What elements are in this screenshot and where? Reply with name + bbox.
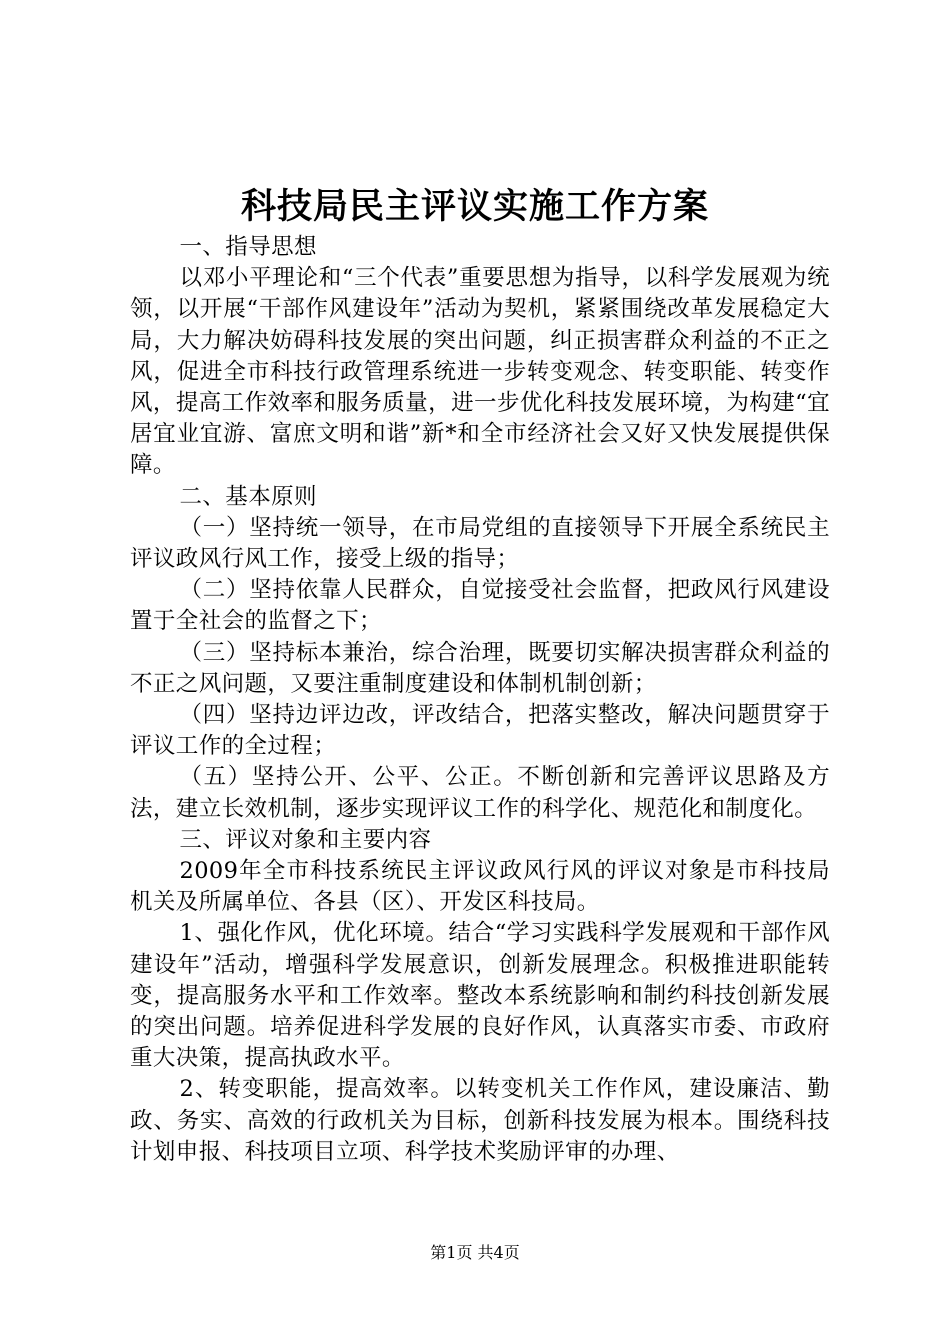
principle-item-5: （五）坚持公开、公平、公正。不断创新和完善评议思路及方法，建立长效机制，逐步实现评议工作的科学化、规范化和制度化。 <box>130 764 830 822</box>
principle-item-1: （一）坚持统一领导，在市局党组的直接领导下开展全系统民主评议政风行风工作，接受上级的指导； <box>130 514 830 573</box>
principle-item-4: （四）坚持边评边改，评改结合，把落实整改，解决问题贯穿于评议工作的全过程； <box>130 702 830 760</box>
section-heading-evaluation-scope: 三、评议对象和主要内容 <box>179 826 432 853</box>
paragraph-guiding-ideology: 以邓小平理论和“三个代表”重要思想为指导，以科学发展观为统领，以开展“干部作风建设年”活动为契机，紧紧围绕改革发展稳定大局，大力解决妨碍科技发展的突出问题，纠正损害群众利益的不正之风，促进全市科技行政管理系统进一步转变观念、转变职能、转变作风，提高工作效率和服务质量，进一步优化科技发展环境，为构建“宜居宜业宜游、富庶文明和谐”新*和全市经济社会又好又快发展提供保障。 <box>130 265 830 479</box>
document-title: 科技局民主评议实施工作方案 <box>240 186 709 227</box>
paragraph-evaluation-targets: 2009年全市科技系统民主评议政风行风的评议对象是市科技局机关及所属单位、各县（区）、开发区科技局。 <box>130 858 830 916</box>
page-number-footer: 第1页 共4页 <box>430 1243 520 1262</box>
document-body <box>130 232 830 1168</box>
principle-item-2: （二）坚持依靠人民群众，自觉接受社会监督，把政风行风建设置于全社会的监督之下； <box>130 577 830 635</box>
section-heading-basic-principles: 二、基本原则 <box>179 483 317 510</box>
content-item-2: 2、转变职能，提高效率。以转变机关工作作风，建设廉洁、勤政、务实、高效的行政机关为目标，创新科技发展为根本。围绕科技计划申报、科技项目立项、科学技术奖励评审的办理、 <box>130 1076 830 1165</box>
principle-item-3: （三）坚持标本兼治，综合治理，既要切实解决损害群众利益的不正之风问题，又要注重制度建设和体制机制创新； <box>130 639 830 697</box>
section-heading-guiding-ideology: 一、指导思想 <box>179 234 317 260</box>
content-item-1: 1、强化作风，优化环境。结合“学习实践科学发展观和干部作风建设年”活动，增强科学发展意识，创新发展理念。积极推进职能转变，提高服务水平和工作效率。整改本系统影响和制约科技创新发展的突出问题。培养促进科学发展的良好作风，认真落实市委、市政府重大决策，提高执政水平。 <box>130 920 830 1072</box>
